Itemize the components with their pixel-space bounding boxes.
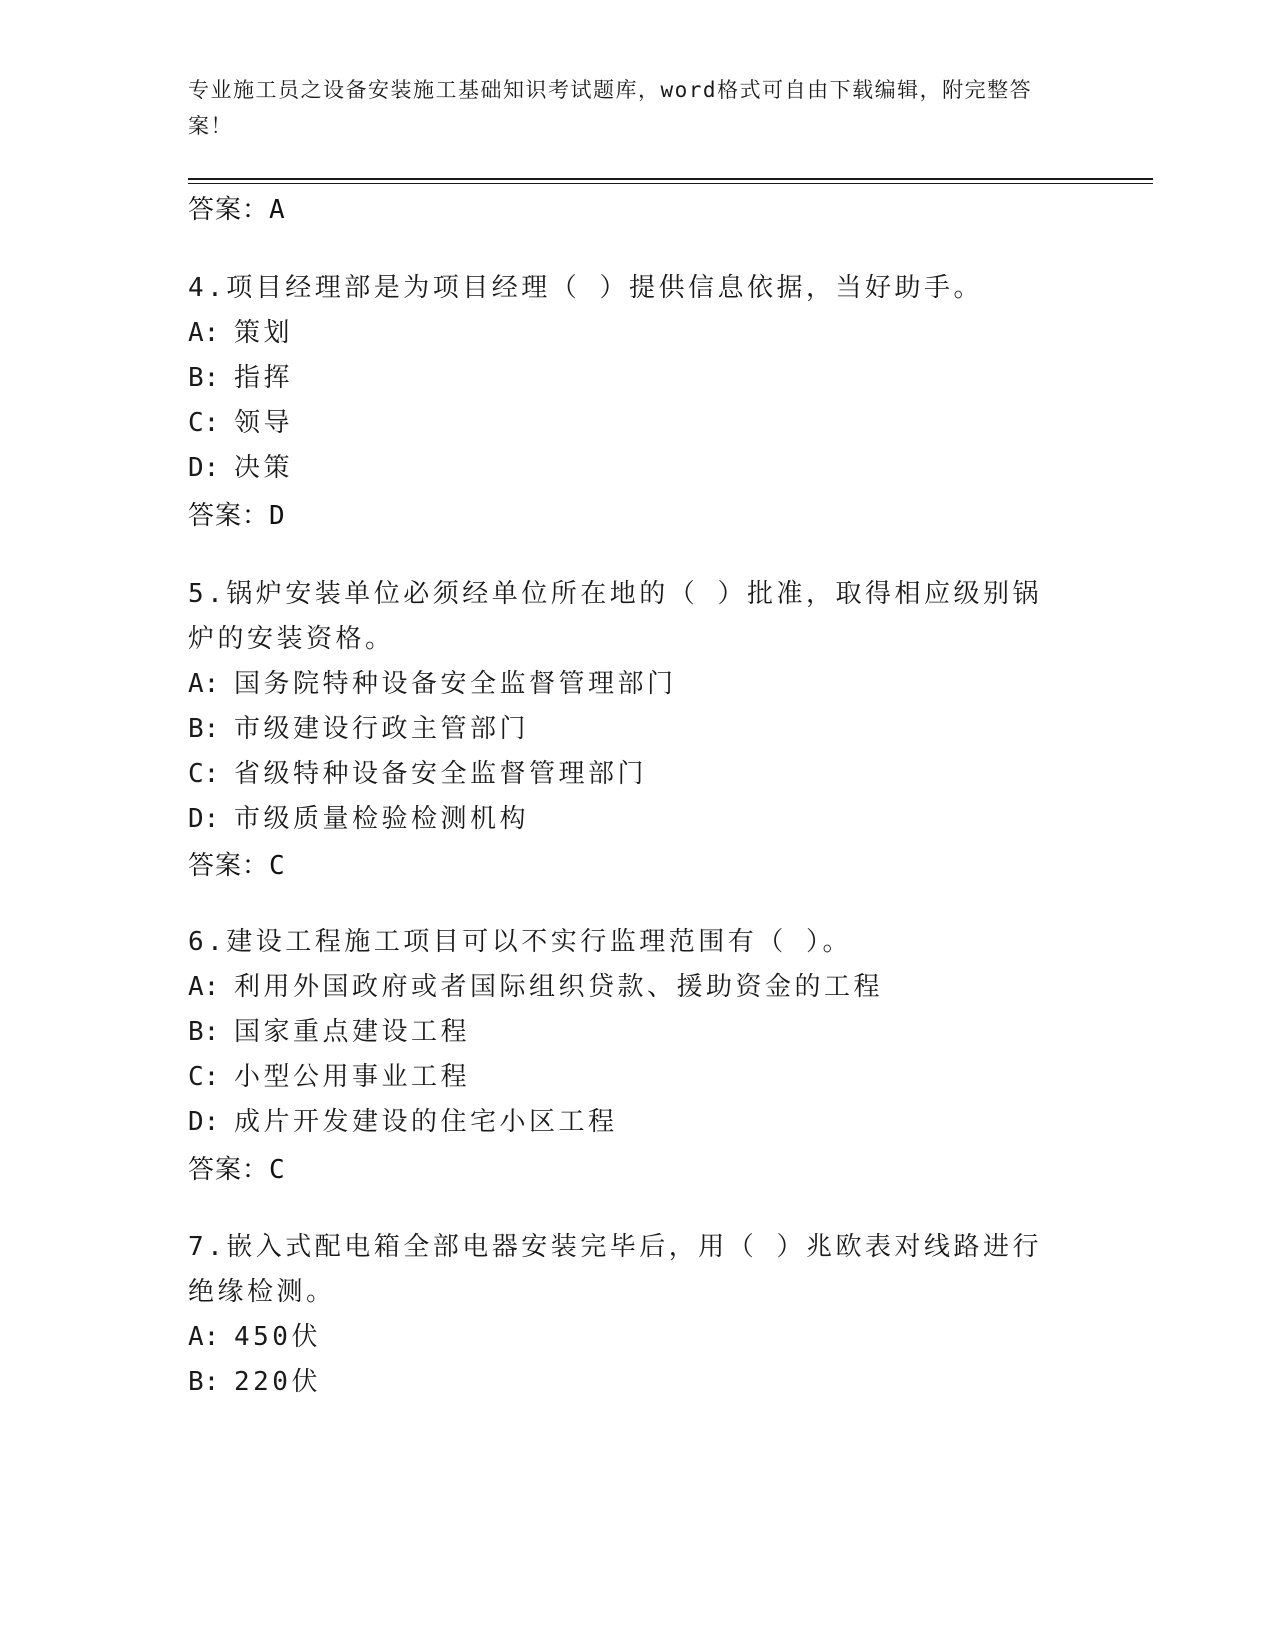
option-text: 策划 bbox=[234, 318, 294, 348]
option-text: 国务院特种设备安全监督管理部门 bbox=[234, 669, 677, 699]
option-key: A: bbox=[188, 318, 220, 348]
answer-value: A bbox=[269, 195, 286, 225]
option-c bbox=[188, 1055, 1088, 1100]
option-text: 领导 bbox=[234, 408, 294, 438]
answer-value: C bbox=[269, 851, 286, 881]
question-5 bbox=[188, 572, 1088, 842]
answer-label: 答案： bbox=[188, 851, 270, 881]
option-text: 指挥 bbox=[234, 363, 294, 393]
option-text: 利用外国政府或者国际组织贷款、援助资金的工程 bbox=[234, 972, 884, 1002]
option-b bbox=[188, 1360, 1088, 1405]
answer-label: 答案： bbox=[188, 1155, 270, 1185]
option-a bbox=[188, 662, 1088, 707]
answer-value: D bbox=[269, 501, 286, 531]
option-b bbox=[188, 1010, 1088, 1055]
option-c bbox=[188, 401, 1088, 446]
option-d bbox=[188, 1100, 1088, 1145]
option-text: 小型公用事业工程 bbox=[234, 1062, 471, 1092]
option-d bbox=[188, 797, 1088, 842]
answer-value: C bbox=[269, 1155, 286, 1185]
question-stem: 5.锅炉安装单位必须经单位所在地的（ ）批准，取得相应级别锅炉的安装资格。 bbox=[188, 579, 1042, 654]
question-6 bbox=[188, 920, 1088, 1145]
answer-label: 答案： bbox=[188, 501, 270, 531]
option-key: D: bbox=[188, 1107, 220, 1137]
option-text: 市级建设行政主管部门 bbox=[234, 714, 530, 744]
option-key: B: bbox=[188, 363, 220, 393]
answer-5 bbox=[188, 848, 286, 884]
option-key: B: bbox=[188, 1367, 220, 1397]
option-d bbox=[188, 446, 1088, 491]
answer-4 bbox=[188, 498, 286, 534]
option-a bbox=[188, 965, 1088, 1010]
option-key: A: bbox=[188, 1322, 220, 1352]
option-c bbox=[188, 752, 1088, 797]
option-key: D: bbox=[188, 453, 220, 483]
option-key: A: bbox=[188, 669, 220, 699]
header-divider-thick bbox=[188, 178, 1153, 180]
option-key: C: bbox=[188, 1062, 220, 1092]
question-4 bbox=[188, 266, 1088, 491]
header-divider-thin bbox=[188, 183, 1153, 184]
answer-6 bbox=[188, 1152, 286, 1188]
option-text: 市级质量检验检测机构 bbox=[234, 804, 530, 834]
option-text: 省级特种设备安全监督管理部门 bbox=[234, 759, 648, 789]
answer-prev bbox=[188, 192, 286, 228]
option-text: 成片开发建设的住宅小区工程 bbox=[234, 1107, 618, 1137]
option-text: 220伏 bbox=[234, 1367, 321, 1397]
question-stem: 7.嵌入式配电箱全部电器安装完毕后，用（ ）兆欧表对线路进行绝缘检测。 bbox=[188, 1232, 1042, 1307]
option-key: B: bbox=[188, 714, 220, 744]
question-stem: 6.建设工程施工项目可以不实行监理范围有（ ）。 bbox=[188, 927, 852, 957]
option-key: C: bbox=[188, 408, 220, 438]
answer-label: 答案： bbox=[188, 195, 270, 225]
option-key: D: bbox=[188, 804, 220, 834]
option-key: B: bbox=[188, 1017, 220, 1047]
option-text: 国家重点建设工程 bbox=[234, 1017, 471, 1047]
option-a bbox=[188, 311, 1088, 356]
question-stem: 4.项目经理部是为项目经理（ ）提供信息依据，当好助手。 bbox=[188, 273, 983, 303]
option-text: 决策 bbox=[234, 453, 294, 483]
header-note: 专业施工员之设备安装施工基础知识考试题库，word格式可自由下载编辑，附完整答案！ bbox=[188, 78, 1033, 138]
option-a bbox=[188, 1315, 1088, 1360]
option-key: A: bbox=[188, 972, 220, 1002]
option-b bbox=[188, 707, 1088, 752]
option-key: C: bbox=[188, 759, 220, 789]
option-b bbox=[188, 356, 1088, 401]
option-text: 450伏 bbox=[234, 1322, 321, 1352]
question-7 bbox=[188, 1225, 1088, 1405]
